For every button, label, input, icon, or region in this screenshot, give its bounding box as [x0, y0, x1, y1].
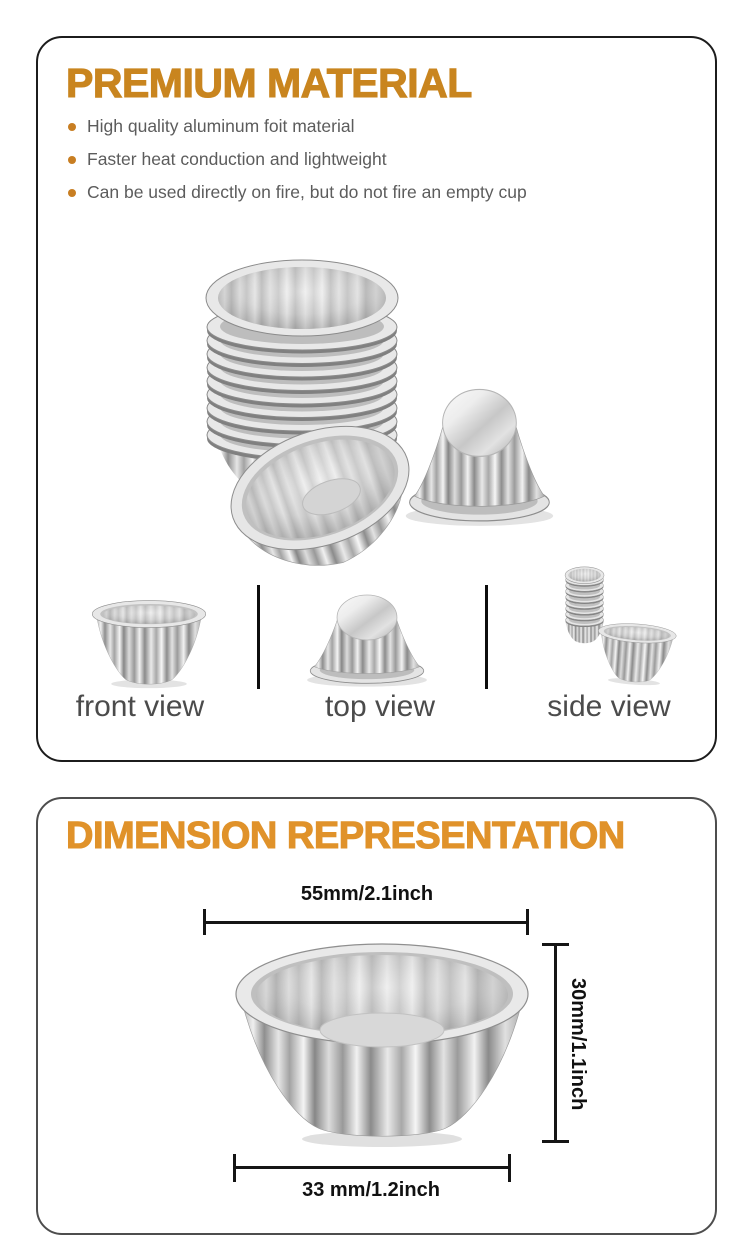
bullet-dot-icon	[68, 189, 76, 197]
dimension-card	[36, 797, 717, 1235]
view-divider	[257, 585, 260, 689]
dim-tick	[508, 1154, 511, 1182]
upside-down-cup	[406, 389, 553, 525]
bullet-item	[68, 182, 527, 203]
bullet-text: Faster heat conduction and lightweight	[87, 149, 387, 169]
view-divider	[485, 585, 488, 689]
view-label-top: top view	[324, 690, 436, 723]
front-view-photo	[88, 592, 210, 690]
dimension-title: DIMENSION REPRESENTATION	[66, 815, 625, 857]
side-view-cup-photo	[592, 615, 681, 689]
product-photo-main	[172, 230, 582, 572]
bullet-item	[68, 116, 527, 137]
dim-height-label: 30mm/1.1inch	[567, 977, 589, 1111]
bullet-dot-icon	[68, 156, 76, 164]
dim-bottom-width-line	[234, 1166, 508, 1169]
bullet-text: Can be used directly on fire, but do not fire an empty cup	[87, 182, 527, 202]
bullet-item	[68, 149, 527, 170]
dim-top-width-line	[204, 921, 528, 924]
view-label-front: front view	[75, 690, 205, 723]
dimension-cup-photo	[232, 932, 532, 1152]
bullet-text: High quality aluminum foit material	[87, 116, 355, 136]
dim-height-line	[554, 945, 557, 1143]
bullet-list	[68, 116, 527, 215]
top-view-photo	[300, 590, 434, 690]
bullet-dot-icon	[68, 123, 76, 131]
view-label-side: side view	[547, 690, 671, 723]
premium-material-card	[36, 36, 717, 762]
dim-top-width-label: 55mm/2.1inch	[300, 883, 434, 905]
premium-title: PREMIUM MATERIAL	[66, 60, 472, 106]
dim-cap	[542, 1140, 569, 1143]
dim-bottom-width-label: 33 mm/1.2inch	[302, 1179, 440, 1201]
